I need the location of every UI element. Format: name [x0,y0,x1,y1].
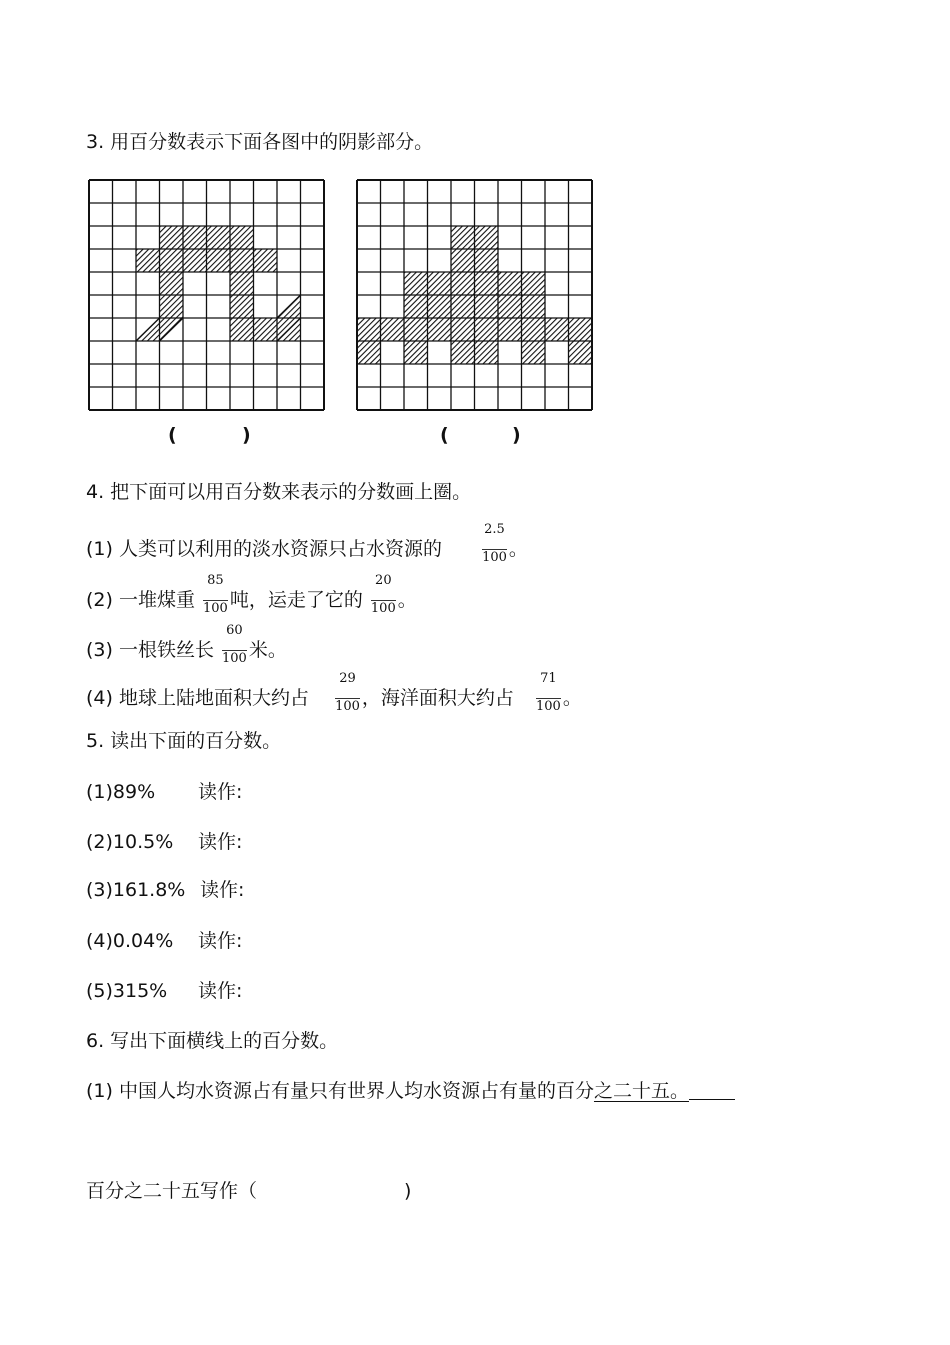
shaded-cell [428,272,452,295]
shaded-cell [451,272,475,295]
answer-paren-left-close: ) [242,424,251,446]
shaded-cell [451,295,475,318]
q5-item-1-value: (1)89% [86,781,156,803]
fraction-denominator: 100 [482,550,507,565]
fraction-numerator: 71 [540,671,557,686]
fraction [335,671,360,714]
shaded-cell [230,249,254,272]
fraction-denominator: 100 [222,651,247,666]
shaded-cell [160,272,184,295]
shaded-cell [475,272,499,295]
shaded-cell [475,295,499,318]
q6-item-1-underlined: 之二十五。 [593,1080,689,1102]
q4-item-4-end: 。 [562,687,582,709]
shaded-cell [183,226,207,249]
shaded-cell [230,226,254,249]
shaded-cell [381,318,405,341]
shaded-cell [207,249,231,272]
q4-item-3-text: (3) 一根铁丝长 [86,639,214,661]
read-label: 读作: [200,879,245,901]
q5-item-3 [86,878,486,902]
q6-item-1-text: (1) 中国人均水资源占有量只有世界人均水资源占有量的百分 [86,1080,594,1102]
read-label: 读作: [198,831,243,853]
shaded-cell [230,272,254,295]
shaded-cell [451,249,475,272]
shaded-cell [183,249,207,272]
fraction [222,623,247,666]
fraction-numerator: 60 [226,623,243,638]
fraction-numerator: 2.5 [484,522,505,537]
shaded-cell [254,249,278,272]
grid-figure-left [88,179,325,411]
q6-title: 6. 写出下面横线上的百分数。 [86,1030,339,1052]
fraction-denominator: 100 [370,601,396,616]
q4-item-2-end: 。 [397,589,417,611]
read-label: 读作: [198,781,243,803]
shaded-cell [522,272,546,295]
fraction-numerator: 85 [207,573,224,588]
answer-paren-left-open: ( [168,424,177,446]
q6-item-1 [86,1079,735,1103]
shaded-cell [475,249,499,272]
fraction-numerator: 29 [339,671,356,686]
shaded-cell [475,226,499,249]
shaded-cell [404,318,428,341]
answer-paren-right-open: ( [440,424,449,446]
fraction [536,671,561,714]
shaded-cell [160,295,184,318]
q5-title: 5. 读出下面的百分数。 [86,730,282,752]
shaded-cell [545,318,569,341]
shaded-cell [404,272,428,295]
shaded-cell [451,226,475,249]
shaded-cell [160,249,184,272]
shaded-cell [357,341,381,364]
q4-item-3 [86,623,287,666]
q5-item-1 [86,780,486,804]
q6-write-close: ) [404,1180,412,1202]
shaded-cell [522,318,546,341]
shaded-cell [428,318,452,341]
q5-item-3-value: (3)161.8% [86,879,186,901]
shaded-cell [451,318,475,341]
fraction [203,573,228,616]
q4-item-1 [86,522,528,565]
q5-item-5 [86,979,486,1003]
shaded-cell [254,318,278,341]
answer-blank-line [689,1079,735,1100]
q4-item-1-text: (1) 人类可以利用的淡水资源只占水资源的 [86,538,442,560]
q5-item-4-value: (4)0.04% [86,930,174,952]
shaded-cell [451,341,475,364]
fraction [482,522,507,565]
answer-paren-right-close: ) [512,424,521,446]
q4-item-4-text: (4) 地球上陆地面积大约占 [86,687,309,709]
q3-title: 3. 用百分数表示下面各图中的阴影部分。 [86,131,434,153]
shaded-cell [498,272,522,295]
read-label: 读作: [198,980,243,1002]
shaded-cell [498,295,522,318]
q5-item-5-value: (5)315% [86,980,168,1002]
q4-item-1-end: 。 [508,538,528,560]
shaded-cell [230,318,254,341]
shaded-cell [404,341,428,364]
q6-write-line [86,1179,426,1203]
fraction [370,573,396,616]
q4-item-3-end: 米。 [248,639,287,661]
shaded-cell [498,318,522,341]
shaded-cell [522,295,546,318]
shaded-cell [136,249,160,272]
grid-figure-right [356,179,593,411]
shaded-cell [475,341,499,364]
fraction-numerator: 20 [375,573,392,588]
shaded-cell [357,318,381,341]
q5-item-4 [86,929,486,953]
q4-item-4-mid: ，海洋面积大约占 [361,687,514,709]
shaded-cell [230,295,254,318]
q5-item-2 [86,830,486,854]
shaded-cell [404,295,428,318]
q4-title: 4. 把下面可以用百分数来表示的分数画上圈。 [86,481,472,503]
shaded-cell [160,226,184,249]
q6-write-prompt: 百分之二十五写作（ [86,1180,258,1202]
shaded-cell [207,226,231,249]
fraction-denominator: 100 [203,601,228,616]
fraction-denominator: 100 [536,699,561,714]
shaded-cell [569,341,593,364]
q4-item-4 [86,671,582,714]
q4-item-2-mid: 吨，运走了它的 [229,589,363,611]
q5-item-2-value: (2)10.5% [86,831,174,853]
fraction-denominator: 100 [335,699,360,714]
read-label: 读作: [198,930,243,952]
shaded-cell [428,295,452,318]
shaded-cell [569,318,593,341]
shaded-cell [475,318,499,341]
shaded-cell [522,341,546,364]
q4-item-2 [86,573,417,616]
q4-item-2-text: (2) 一堆煤重 [86,589,195,611]
